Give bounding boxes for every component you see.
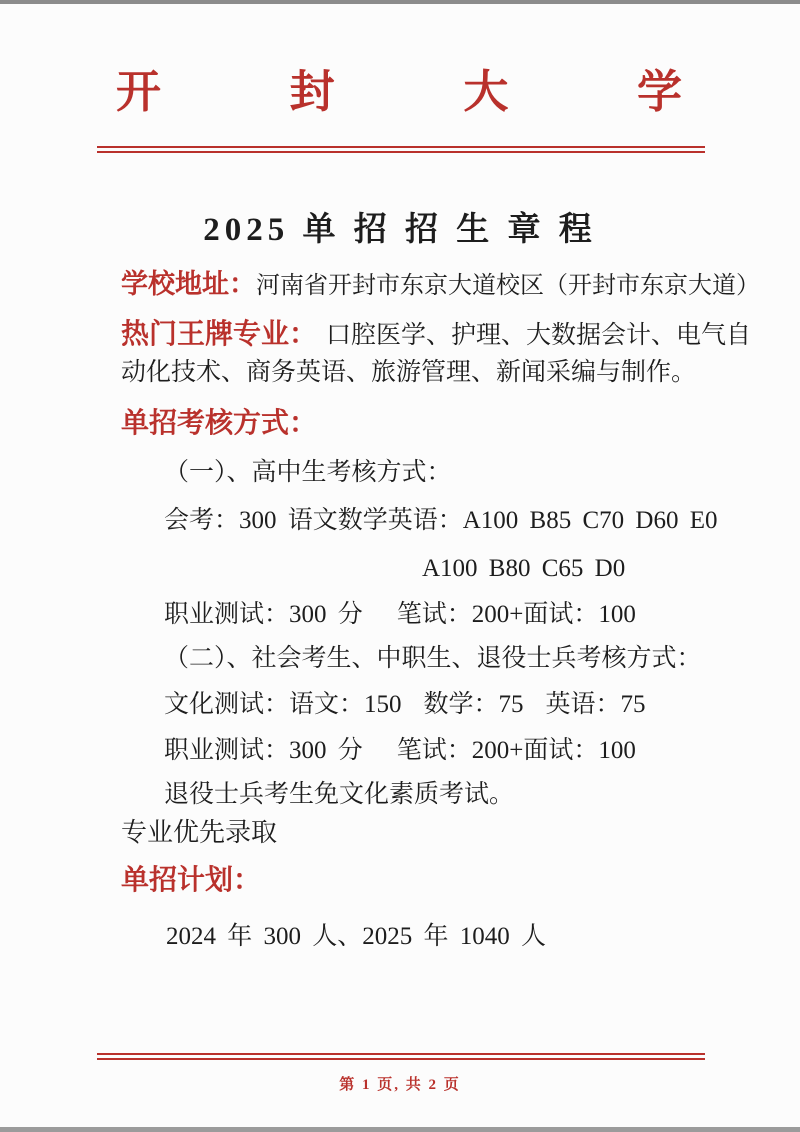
huikao-grades-line-2-text: A100 B80 C65 D0 (422, 555, 626, 582)
hs-method-title (164, 457, 452, 488)
priority-note (121, 817, 277, 850)
address-text: 河南省开封市东京大道校区（开封市东京大道） (256, 273, 760, 299)
hs-vocational-part2: 笔试：200+面试：100 (396, 601, 636, 628)
culture-test-part1: 文化测试：语文：150 (164, 691, 402, 718)
school-name-char: 学 (636, 67, 682, 117)
majors-label: 热门王牌专业： (121, 319, 318, 350)
social-vocational-part2: 笔试：200+面试：100 (396, 737, 636, 764)
doc-title: 2025 单 招 招 生 章 程 (203, 212, 597, 248)
hs-method-title-text: （一）、高中生考核方式： (164, 459, 452, 486)
address-line (121, 268, 760, 302)
school-name-char: 开 (116, 67, 162, 117)
majors-line-2 (121, 357, 696, 388)
plan-line-text: 2024 年 300 人、2025 年 1040 人 (166, 923, 547, 950)
header-double-rule (97, 146, 705, 153)
huikao-line-text: 会考：300 语文数学英语：A100 B85 C70 D60 E0 (164, 507, 718, 534)
plan-line (166, 921, 546, 952)
huikao-grades-line-2 (422, 553, 625, 584)
veteran-note (164, 779, 514, 810)
plan-heading-label: 单招计划： (121, 865, 262, 896)
priority-note-text: 专业优先录取 (121, 818, 278, 847)
school-name-char: 大 (463, 67, 509, 117)
social-vocational-part1: 职业测试：300 分 (164, 737, 363, 764)
assessment-heading (121, 406, 317, 441)
hs-vocational-test-line (164, 599, 636, 630)
huikao-line (164, 505, 717, 536)
veteran-note-text: 退役士兵考生免文化素质考试。 (164, 781, 515, 808)
majors-text-1: 口腔医学、护理、大数据会计、电气自 (326, 322, 752, 349)
page-number: 第 1 页, 共 2 页 (339, 1077, 461, 1093)
assessment-heading-label: 单招考核方式： (121, 408, 318, 439)
plan-heading (121, 863, 261, 898)
culture-test-part3: 英语：75 (545, 691, 646, 718)
top-edge-bar (0, 0, 800, 4)
school-name-char: 封 (289, 67, 335, 117)
footer-double-rule (97, 1053, 705, 1060)
majors-text-2: 动化技术、商务英语、旅游管理、新闻采编与制作。 (121, 359, 697, 386)
culture-test-part2: 数学：75 (423, 691, 524, 718)
bottom-edge-bar (0, 1127, 800, 1132)
hs-vocational-part1: 职业测试：300 分 (164, 601, 363, 628)
school-name (116, 68, 682, 118)
address-label: 学校地址： (121, 269, 256, 299)
social-method-title (164, 643, 702, 674)
majors-line-1 (121, 317, 751, 352)
culture-test-line (164, 689, 646, 720)
social-vocational-test-line (164, 735, 636, 766)
social-method-title-text: （二）、社会考生、中职生、退役士兵考核方式： (164, 645, 702, 672)
